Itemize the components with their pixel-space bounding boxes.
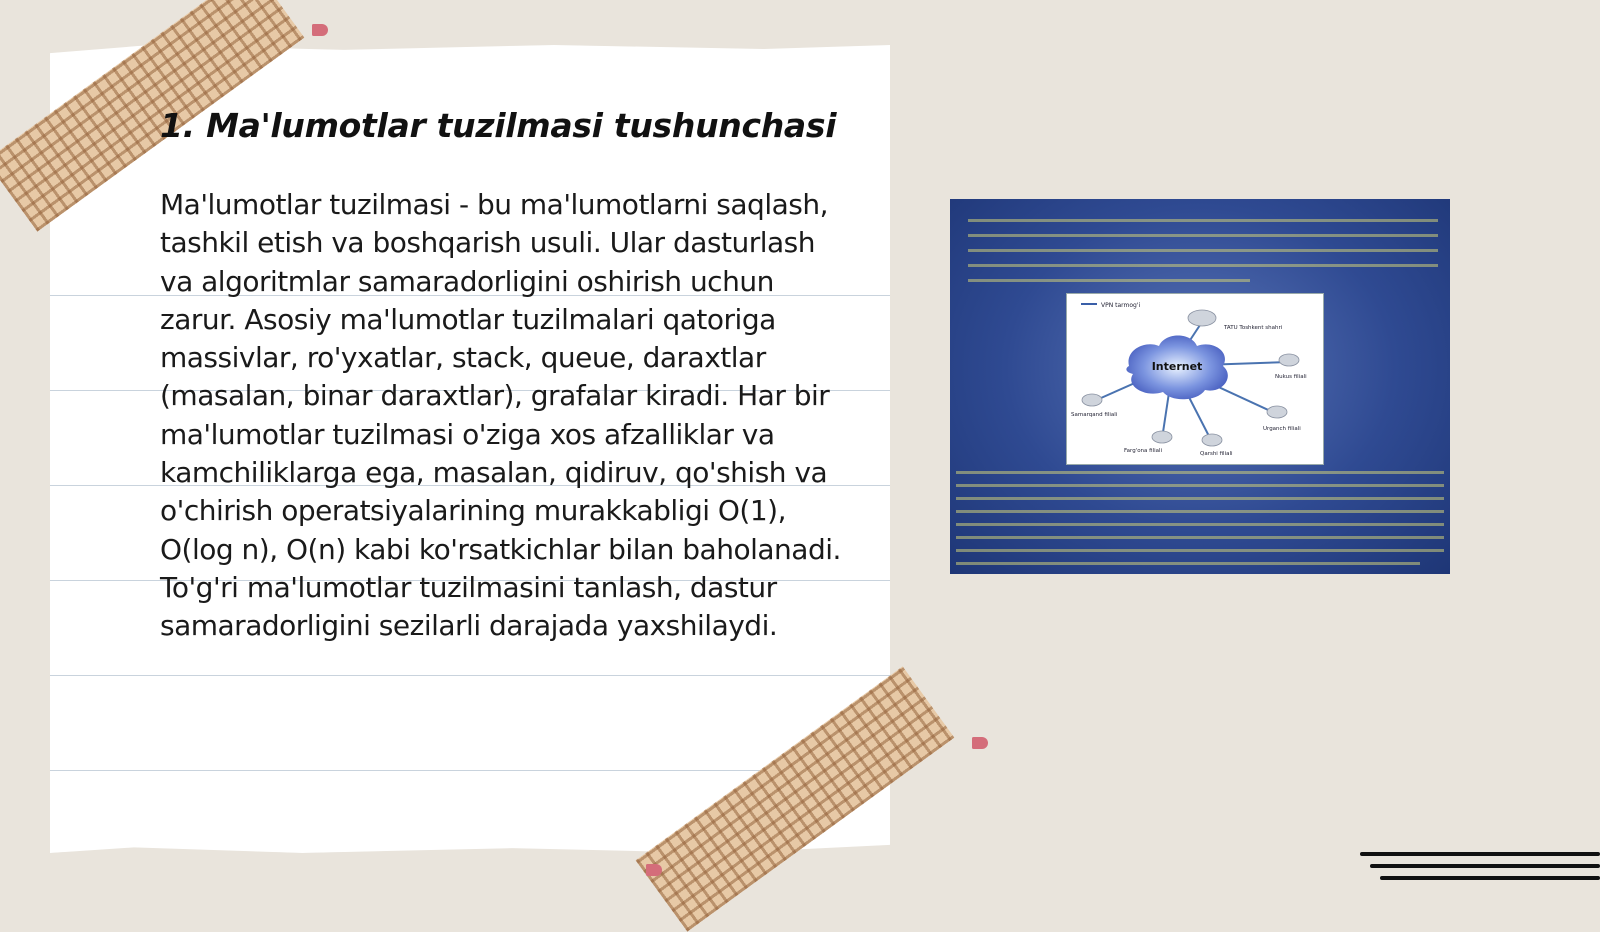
document-image [950,199,1450,574]
network-diagram [1066,293,1324,465]
image-text-line [956,549,1444,552]
decorative-line [1380,876,1600,880]
image-text-line [968,249,1438,252]
image-text-line [956,484,1444,487]
tape-pin [972,737,988,749]
diagram-legend: VPN tarmog'i [1101,302,1141,309]
node-label: Qarshi filiali [1200,451,1233,457]
image-text-line [956,562,1420,565]
image-text-line [968,264,1438,267]
node-label: TATU Toshkent shahri [1224,325,1283,331]
image-text-line [956,536,1444,539]
image-text-line [956,471,1444,474]
slide-body-text: Ma'lumotlar tuzilmasi - bu ma'lumotlarni saqlash, tashkil etish va boshqarish usuli. Ular dasturlash va algoritmlar samaradorligini oshirish uchun zarur. Asosiy ma'lumotlar tuzilmalari qatoriga massivlar, ro'yxatlar, stack, queue, daraxtlar (masalan, binar daraxtlar), grafalar kiradi. Har bir ma'lumotlar tuzilmasi o'ziga xos afzalliklar va kamchiliklarga ega, masalan, qidiruv, qo'shish va o'chirish operatsiyalarining murakkabligi O(1), O(log n), O(n) kabi ko'rsatkichlar bilan baholanadi. To'g'ri ma'lumotlar tuzilmasini tanlash, dastur samaradorligini sezilarli darajada yaxshilaydi. [160,188,841,643]
network-diagram-svg [1067,294,1323,464]
image-text-line [968,219,1438,222]
cloud-label: Internet [1151,360,1203,373]
decorative-lines [1340,840,1600,900]
paper-rule [50,675,890,676]
image-text-line [956,510,1444,513]
node-label: Urganch filiali [1263,426,1301,432]
image-text-line [956,523,1444,526]
node-label: Farg'ona filiali [1124,448,1163,454]
decorative-line [1360,852,1600,856]
tape-pin [312,24,328,36]
image-text-line [968,234,1438,237]
node-label: Samarqand filiali [1071,412,1118,418]
image-text-line [956,497,1444,500]
image-text-line [968,279,1250,282]
decorative-line [1370,864,1600,868]
tape-pin [646,864,662,876]
slide-title: 1. Ma'lumotlar tuzilmasi tushunchasi [160,106,837,145]
node-label: Nukus filiali [1275,374,1307,380]
